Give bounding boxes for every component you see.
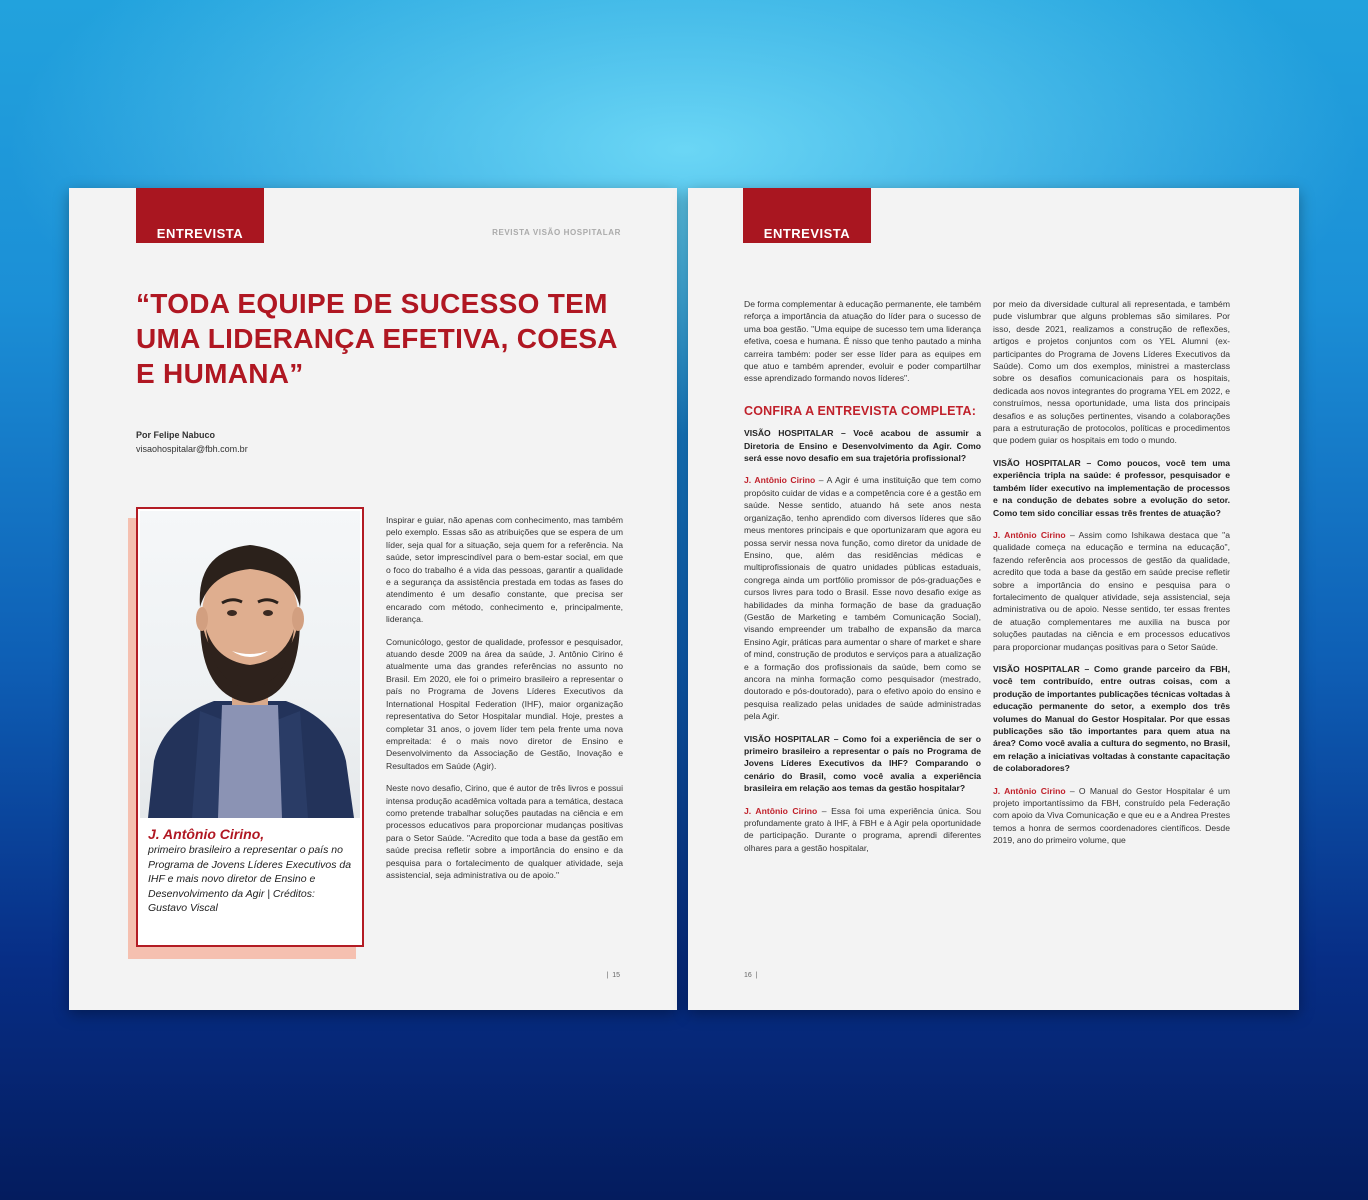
answer-text: – Assim como Ishikawa destaca que "a qualidade começa na educação e termina na educação", fazendo referência aos processos de gestão da qualidade, acredito que toda a base da gestão em saúde precise refletir sobre a importância do ensino e pesquisa para o fortalecimento de qualquer atividade, seja assistencial, seja administrativa ou de apoio. Nesse sentido, ter essas frentes de atuação complementares me auxilia na busca por soluções pautadas na ciência e em processos educativos para proporcionar mudanças positivas para o Setor Saúde. xyxy=(993,529,1230,652)
article-column xyxy=(386,514,623,891)
photo-caption xyxy=(148,825,353,916)
answer xyxy=(993,529,1230,653)
answer xyxy=(993,785,1230,847)
question: VISÃO HOSPITALAR – Como grande parceiro da FBH, você tem contribuído, entre outras coisas, com a produção de importantes publicações técnicas voltadas à educação permanente do setor, a exemplo dos três volumes do Manual do Gestor Hospitalar. Por que essas publicações são tão importantes para quem atua na área? Como você avalia a cultura do segmento, no Brasil, em relação a iniciativas voltadas à constante capacitação de colaboradores? xyxy=(993,663,1230,774)
answer-label: J. Antônio Cirino xyxy=(993,785,1066,796)
answer xyxy=(744,805,981,855)
running-head: REVISTA VISÃO HOSPITALAR xyxy=(492,228,621,237)
left-magazine-page xyxy=(69,188,677,1010)
question: VISÃO HOSPITALAR – Como poucos, você tem uma experiência tripla na saúde: é professor, pesquisador e também líder executivo na implementação de processos e na condução de debates sobre a evolução do setor. Como tem sido conciliar essas três frentes de atuação? xyxy=(993,457,1230,518)
page-number: 16 | xyxy=(744,972,758,979)
byline-author: Por Felipe Nabuco xyxy=(136,430,216,440)
section-tag: ENTREVISTA xyxy=(743,188,871,243)
answer-label: J. Antônio Cirino xyxy=(744,475,816,486)
answer xyxy=(744,474,981,722)
paragraph: Neste novo desafio, Cirino, que é autor de três livros e possui intensa produção acadêmica voltada para a temática, destaca como pretende trabalhar soluções pautadas na ciência e em processos educativos para proporcionar mudanças positivas para o Setor Saúde. "Acredito que toda a base da gestão em saúde precisa refletir sobre a importância do ensino e da pesquisa para o fortalecimento de qualquer atividade, seja assistencial, seja administrativa ou de apoio." xyxy=(386,783,623,880)
byline xyxy=(136,428,248,456)
paragraph: Comunicólogo, gestor de qualidade, professor e pesquisador, atuando desde 2009 na área da saúde, J. Antônio Cirino é atualmente uma das grandes referências no assunto no Brasil. Em 2020, ele foi o primeiro brasileiro a representar o país no Programa de Jovens Líderes Executivos da International Hospital Federation (IHF), maior organização representativa do Setor Hospitalar mundial. Hoje, prestes a completar 31 anos, o jovem líder tem pela frente uma nova empreitada: é o mais novo diretor de Ensino e Desenvolvimento da Associação de Gestão, Inovação e Resultados em Saúde (Agir). xyxy=(386,636,623,771)
portrait-illustration xyxy=(140,511,360,818)
photo-card xyxy=(136,507,364,947)
answer-text: – Essa foi uma experiência única. Sou profundamente grato à IHF, à FBH e à Agir pela oportunidade de participação. Durante o programa, aprendi diferentes olhares para a gestão hospitalar, xyxy=(744,805,981,853)
paragraph: Inspirar e guiar, não apenas com conhecimento, mas também pelo exemplo. Essas são as atribuições que se espera de um líder, seja qual for a situação, seja quem for a referência. Na saúde, setor imprescindível para o bem-estar social, em que o foco do trabalho é a vida das pessoas, garantir a qualidade e a segurança da assistência prestada em todas as fases do atendimento é um desafio constante, que precisa ser encarado com método, conhecimento e, principalmente, liderança. xyxy=(386,515,623,625)
page-number: | 15 xyxy=(606,972,620,979)
answer-label: J. Antônio Cirino xyxy=(993,529,1066,540)
right-magazine-page xyxy=(688,188,1299,1010)
paragraph: por meio da diversidade cultural ali representada, e também pude vislumbrar que alguns problemas são similares. Por isso, desde 2021, realizamos a construção de reflexões, artigos e projetos conjuntos com os YEL Alumni (ex-participantes do Programa de Jovens Líderes Executivos da Saúde). Como um dos exemplos, ministrei a masterclass sobre os desafios comunicacionais para os hospitais, dedicada aos novos integrantes do programa YEL em 2022, e construímos, nessa oportunidade, uma lista dos principais desafios e as soluções pertinentes, visando a colaborações para a estruturação de protocolos, políticas e procedimentos que podem guiar os hospitais em todo o mundo. xyxy=(993,299,1230,446)
byline-email: visaohospitalar@fbh.com.br xyxy=(136,444,248,454)
article-title: “TODA EQUIPE DE SUCESSO TEM UMA LIDERANÇA EFETIVA, COESA E HUMANA” xyxy=(136,288,617,389)
answer-label: J. Antônio Cirino xyxy=(744,805,818,816)
interview-column-2 xyxy=(993,298,1230,857)
question: VISÃO HOSPITALAR – Como foi a experiência de ser o primeiro brasileiro a representar o país no Programa de Jovens Líderes Executivos da IHF? Comparando o cenário do Brasil, como você avalia a experiência brasileira em relação aos temas da gestão hospitalar? xyxy=(744,733,981,794)
question: VISÃO HOSPITALAR – Você acabou de assumir a Diretoria de Ensino e Desenvolvimento da Agir. Como será esse novo desafio em sua trajetória profissional? xyxy=(744,428,981,464)
caption-name: J. Antônio Cirino, xyxy=(148,826,265,842)
section-tag: ENTREVISTA xyxy=(136,188,264,243)
portrait-photo xyxy=(140,511,360,818)
caption-text: primeiro brasileiro a representar o país no Programa de Jovens Líderes Executivos da IHF e mais novo diretor de Ensino e Desenvolvimento da Agir | Créditos: Gustavo Viscal xyxy=(148,844,352,914)
intro-paragraph: De forma complementar à educação permanente, ele também reforça a importância da atuação do líder para o sucesso de uma boa gestão. "Uma equipe de sucesso tem uma liderança efetiva, coesa e humana. É nisso que tenho pautado a minha carreira também: poder ser esse líder para as equipes em que atuo e também aprender, evoluir e poder compartilhar esse aprendizado formando novos líderes". xyxy=(744,299,981,384)
answer-text: – O Manual do Gestor Hospitalar é um projeto importantíssimo da FBH, construído pela Federação com apoio da Viva Comunicação e que eu e a Andrea Prestes temos a honra de sermos coordenadores científicos. Desde 2019, ano do primeiro volume, que xyxy=(993,785,1230,846)
interview-subheading: CONFIRA A ENTREVISTA COMPLETA: xyxy=(744,403,977,418)
answer-text: – A Agir é uma instituição que tem como propósito cuidar de vidas e a competência core é a gestão em saúde. Nesse sentido, atuando há sete anos nesta organização, tenho aprendido com diversos líderes que são meus mentores principais e que oportunizaram que agora eu possa servir nessa nova função, como diretor da unidade de Ensino, que, além das residências médicas e multiprofissionais de quatro unidades públicas estaduais, congrega ainda um portfólio promissor de pós-graduações e cursos livres para todo o Brasil. Esse novo desafio exige as habilidades da minha formação de base da graduação (Gestão de Marketing e também Comunicação Social), visando empreender um trabalho de expansão da marca Ensino Agir, práticas para aumentar o share of market e share of mind, construção de produtos e serviços para a atualização e a formação dos profissionais da saúde, bem como se ancora na minha formação como pesquisador (mestrado, doutorado e pós-doutorado), para o efetivo apoio do ensino e pesquisa realizado pelas unidades de saúde administradas pela Agir. xyxy=(744,475,982,722)
interview-column-1 xyxy=(744,298,981,864)
